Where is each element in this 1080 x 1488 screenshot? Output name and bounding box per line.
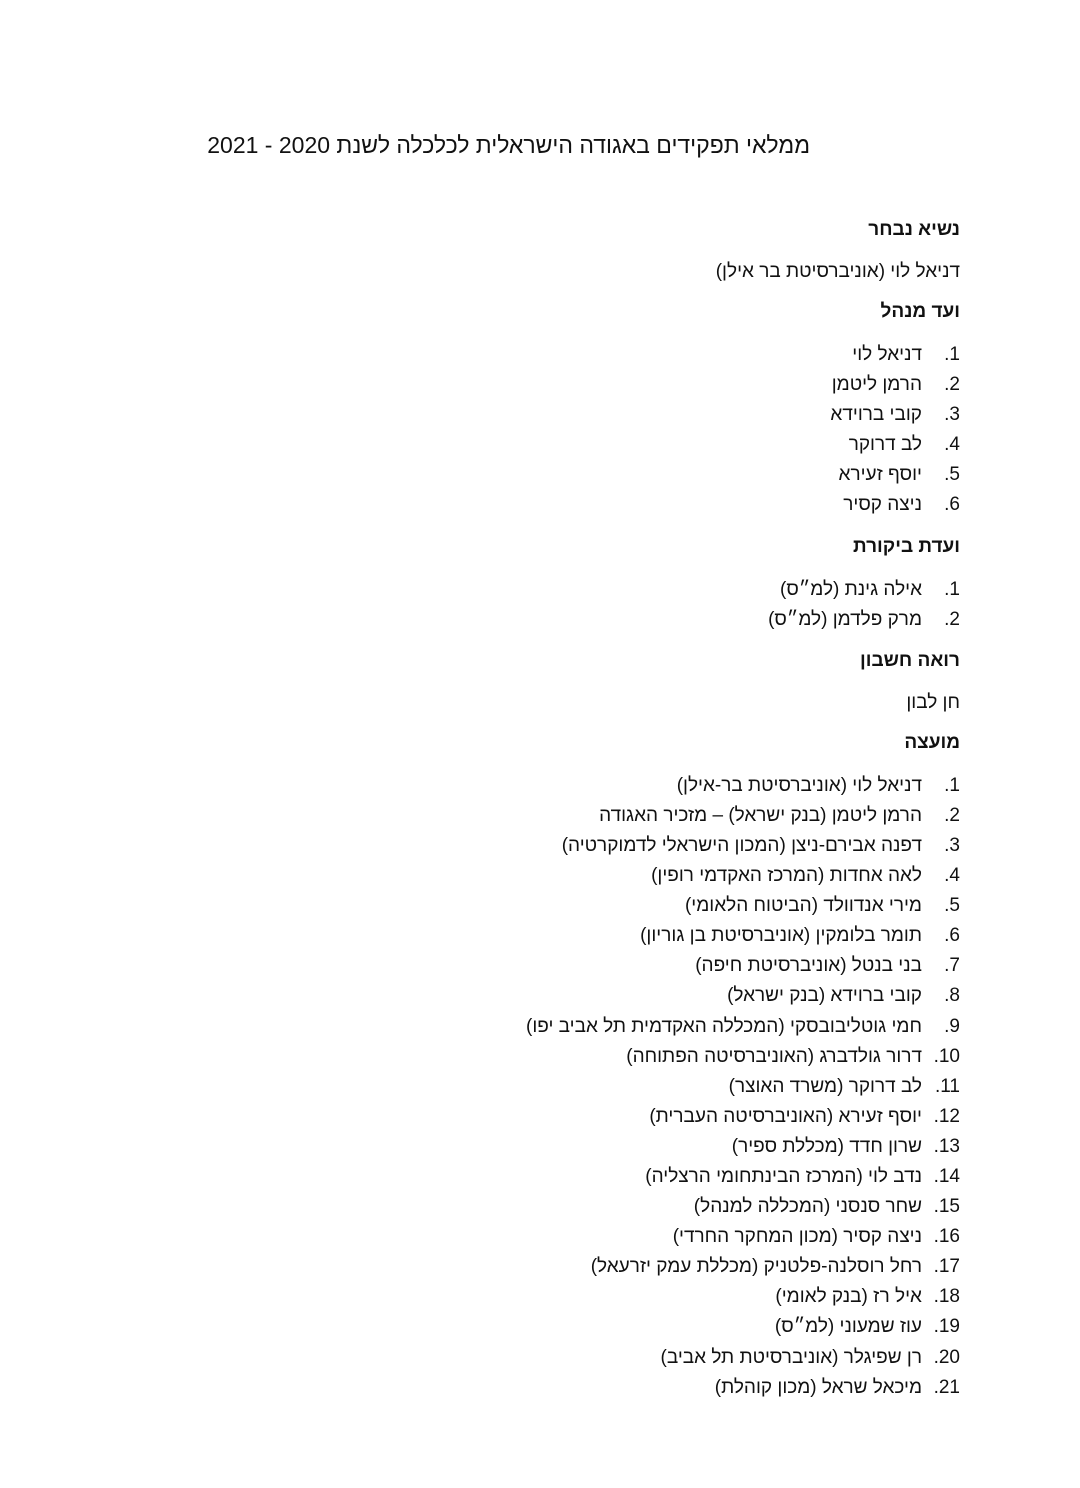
list-item — [440, 1072, 960, 1102]
list-item-text: איל רז (בנק לאומי) — [775, 1286, 922, 1308]
list-item — [440, 1162, 960, 1192]
list-item-number: 14. — [933, 1165, 960, 1187]
list-item-text: דפנה אבירם-ניצן (המכון הישראלי לדמוקרטיה) — [561, 834, 922, 856]
list-item-number: 11. — [934, 1075, 960, 1097]
list-item-number: 1. — [944, 774, 960, 796]
list-item-number: 6. — [944, 494, 960, 516]
list-item-text: שרון חדד (מכללת ספיר) — [731, 1135, 922, 1157]
list-item-number: 1. — [944, 578, 960, 600]
list-item-number: 9. — [944, 1015, 960, 1037]
accountant-section — [440, 647, 960, 717]
list-item-text: יוסף זעירא — [838, 464, 922, 486]
list-item-number: 2. — [944, 804, 960, 826]
list-item-number: 10. — [933, 1045, 960, 1067]
list-item-text: ניצה קסיר (מכון המחקר החרדי) — [672, 1226, 922, 1248]
list-item — [440, 400, 960, 430]
list-item-number: 6. — [944, 925, 960, 947]
audit-heading: ועדת ביקורת — [853, 535, 960, 557]
list-item — [440, 1192, 960, 1222]
list-item-text: יוסף זעירא (האוניברסיטה העברית) — [649, 1105, 922, 1127]
list-item-number: 8. — [944, 985, 960, 1007]
list-item-number: 1. — [944, 344, 960, 365]
list-item — [440, 861, 960, 891]
list-item — [440, 370, 960, 400]
list-item-number: 5. — [944, 464, 960, 486]
list-item-text: לאה אחדות (המרכז האקדמי רופין) — [651, 865, 922, 887]
document-body — [440, 216, 960, 1415]
list-item-number: 4. — [944, 865, 960, 887]
list-item-number: 18. — [933, 1286, 960, 1308]
board-heading: ועד מנהל — [880, 301, 960, 322]
list-item-text: רן שפיגלר (אוניברסיטת תל אביב) — [660, 1346, 922, 1368]
list-item — [440, 1132, 960, 1162]
audit-list — [440, 575, 960, 635]
list-item — [440, 340, 960, 370]
list-item — [440, 801, 960, 831]
list-item-number: 7. — [944, 955, 960, 977]
list-item-text: רחל רוסלנה-פלטניק (מכללת עמק יזרעאל) — [590, 1256, 922, 1278]
list-item — [440, 1252, 960, 1282]
list-item-text: שחר סנסני (המכללה למנהל) — [693, 1196, 922, 1218]
list-item — [440, 1282, 960, 1312]
list-item-text: חמי גוטליבובסקי (המכללה האקדמית תל אביב יפו) — [526, 1015, 922, 1037]
list-item — [440, 1222, 960, 1252]
list-item-text: קובי ברוידא — [830, 404, 922, 426]
board-list — [440, 340, 960, 521]
accountant-heading: רואה חשבון — [860, 649, 960, 671]
list-item-text: לב דרוקר — [848, 434, 922, 456]
list-item-number: 17. — [933, 1256, 960, 1278]
list-item-text: הרמן ליטמן — [831, 374, 922, 396]
list-item-number: 16. — [933, 1226, 960, 1248]
list-item-text: אילה גינת (למ״ס) — [780, 578, 922, 600]
accountant-name: חן לבון — [906, 691, 960, 713]
list-item — [440, 771, 960, 801]
list-item-number: 15. — [933, 1196, 960, 1218]
list-item — [440, 981, 960, 1011]
list-item — [440, 1312, 960, 1342]
audit-section — [440, 533, 960, 635]
list-item-number: 21. — [933, 1376, 960, 1398]
list-item — [440, 575, 960, 605]
council-section — [440, 729, 960, 1403]
list-item — [440, 831, 960, 861]
list-item — [440, 1373, 960, 1403]
list-item — [440, 605, 960, 635]
list-item-number: 4. — [944, 434, 960, 456]
president-name: דניאל לוי (אוניברסיטת בר אילן) — [715, 261, 960, 282]
list-item-text: הרמן ליטמן (בנק ישראל) – מזכיר האגודה — [599, 804, 922, 826]
list-item-number: 3. — [944, 404, 960, 426]
list-item-text: מיכאל שראל (מכון קוהלת) — [714, 1376, 922, 1398]
list-item-number: 2. — [944, 608, 960, 630]
list-item — [440, 951, 960, 981]
list-item-text: תומר בלומקין (אוניברסיטת בן גוריון) — [640, 925, 922, 947]
list-item-text: מירי אנדוולד (הביטוח הלאומי) — [684, 895, 922, 917]
list-item-number: 3. — [944, 834, 960, 856]
list-item — [440, 1102, 960, 1132]
list-item — [440, 891, 960, 921]
list-item-text: דרור גולדברג (האוניברסיטה הפתוחה) — [626, 1045, 922, 1067]
list-item-text: בני בנטל (אוניברסיטת חיפה) — [695, 955, 922, 977]
list-item-number: 19. — [933, 1316, 960, 1338]
list-item-text: נדב לוי (המרכז הבינתחומי הרצליה) — [645, 1165, 922, 1187]
list-item — [440, 430, 960, 460]
page-title: ממלאי תפקידים באגודה הישראלית לכלכלה לשנת 2020 - 2021 — [207, 132, 810, 158]
list-item — [440, 1042, 960, 1072]
list-item-number: 5. — [944, 895, 960, 917]
list-item — [440, 921, 960, 951]
list-item-text: לב דרוקר (משרד האוצר) — [728, 1075, 922, 1097]
president-heading: נשיא נבחר — [868, 219, 960, 240]
board-section — [440, 298, 960, 521]
list-item — [440, 1343, 960, 1373]
list-item-text: קובי ברוידא (בנק ישראל) — [727, 985, 922, 1007]
list-item-number: 12. — [933, 1105, 960, 1127]
list-item-number: 13. — [933, 1135, 960, 1157]
president-section — [440, 216, 960, 286]
council-list — [440, 771, 960, 1403]
list-item — [440, 1012, 960, 1042]
list-item-text: דניאל לוי — [852, 344, 922, 365]
list-item-number: 2. — [944, 374, 960, 396]
list-item-text: ניצה קסיר — [843, 494, 922, 516]
list-item-text: מרק פלדמן (למ״ס) — [768, 608, 922, 630]
list-item — [440, 490, 960, 520]
list-item-text: דניאל לוי (אוניברסיטת בר-אילן) — [676, 774, 922, 796]
list-item-text: עוז שמעוני (למ״ס) — [774, 1316, 922, 1338]
list-item-number: 20. — [933, 1346, 960, 1368]
council-heading: מועצה — [904, 731, 960, 753]
list-item — [440, 460, 960, 490]
